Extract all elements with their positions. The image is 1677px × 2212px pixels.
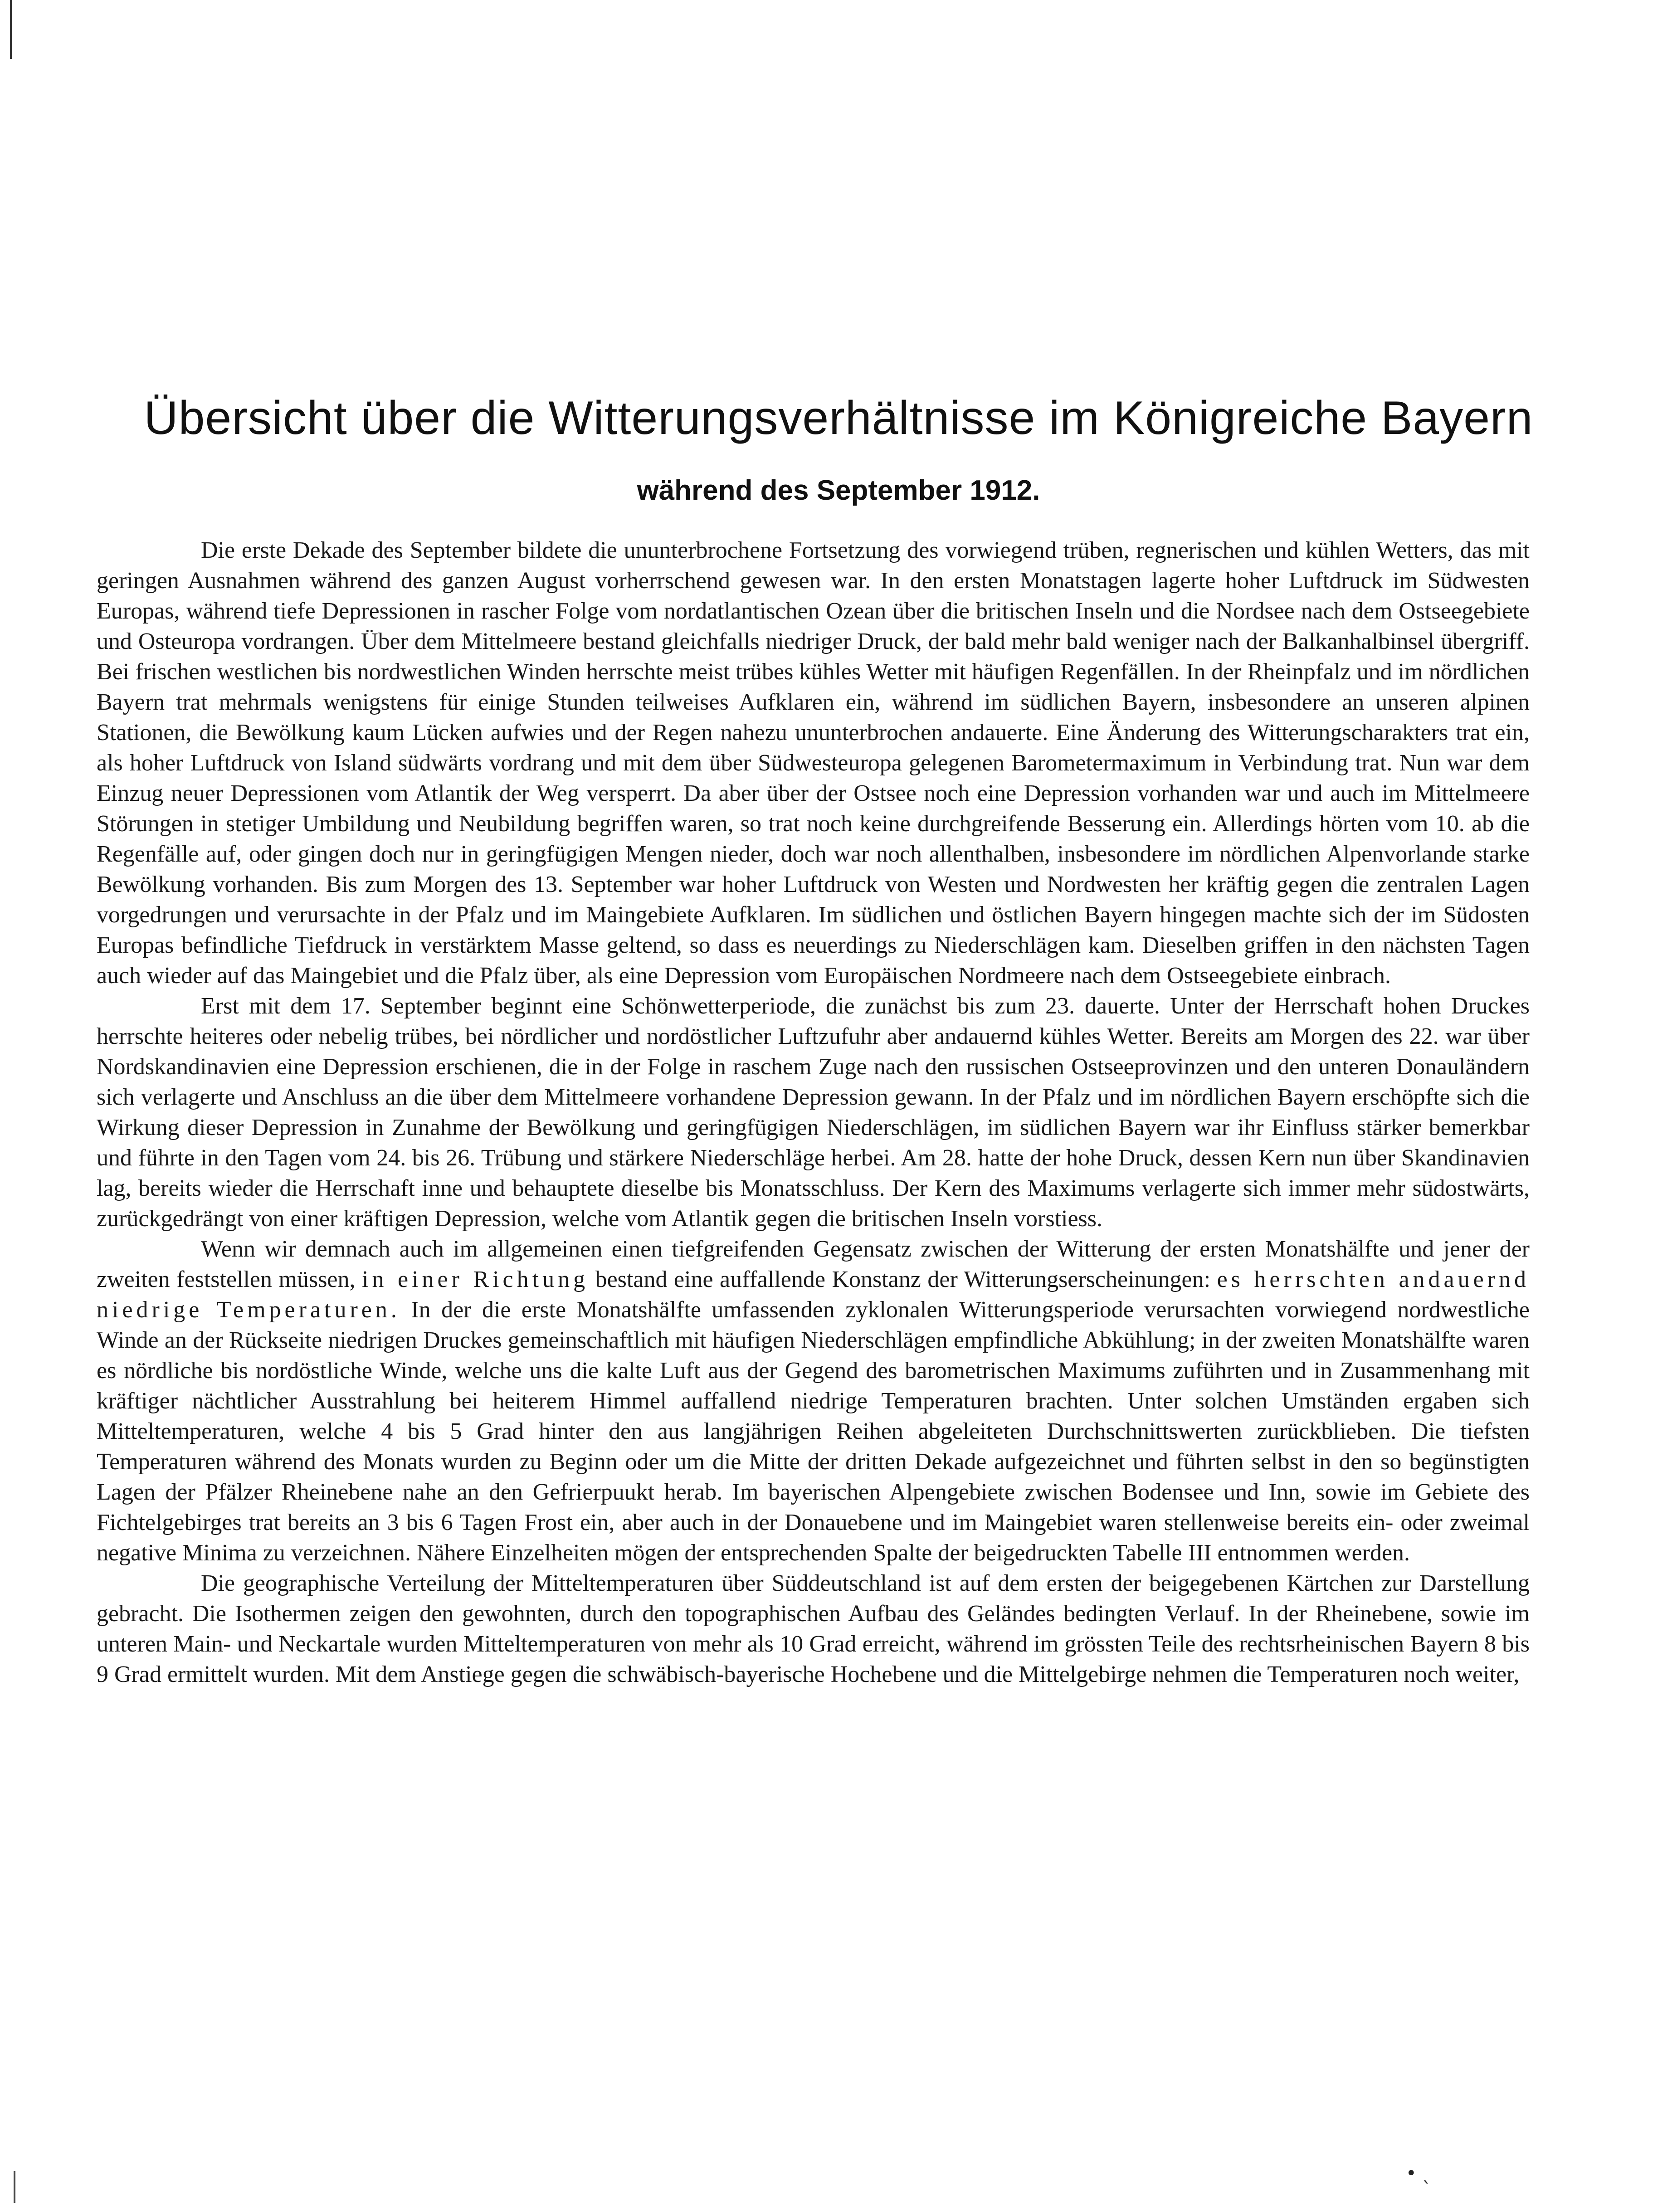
paragraph-3-tail: In der die erste Monatshälfte umfassenden zyklonalen Witterungsperiode verursachten vorwiegend nordwestliche Winde an der Rückseite niedrigen Druckes gemeinschaftlich mit häufigen Niederschlägen empfindliche Abkühlung; in der zweiten Monatshälfte waren es nördliche bis nordöstliche Winde, welche uns die kalte Luft aus der Gegend des barometrischen Maximums zuführten und in Zusammenhang mit kräftiger nächtlicher Ausstrahlung bei heiterem Himmel auffallend niedrige Temperaturen brachten. (97, 1297, 1530, 1414)
paragraph-3 (97, 1234, 1530, 1568)
paragraph-3-mid: bestand eine auffallende Konstanz der Witterungserscheinungen: (595, 1267, 1211, 1292)
article-body (97, 535, 1530, 1690)
page-title: Übersicht über die Witterungsverhältnisse im Königreiche Bayern (144, 392, 1533, 444)
paragraph-3-lead: Wenn wir demnach auch im allgemeinen einen tiefgreifenden Gegensatz zwischen der Witterung der ersten Monatshälfte und jener der zweiten feststellen müssen, (97, 1236, 1530, 1292)
print-specks: • ˎ (1406, 2163, 1432, 2184)
page-subtitle: während des September 1912. (637, 475, 1040, 506)
paragraph-1: Die erste Dekade des September bildete die ununterbrochene Fortsetzung des vorwiegend trüben, regnerischen und kühlen Wetters, das mit geringen Ausnahmen während des ganzen August vorherrschend gewesen war. In den ersten Monatstagen lagerte hoher Luftdruck im Südwesten Europas, während tiefe Depressionen in rascher Folge vom nordatlantischen Ozean über die britischen Inseln und die Nordsee nach dem Ostseegebiete und Osteuropa vordrangen. Über dem Mittelmeere bestand gleichfalls niedriger Druck, der bald mehr bald weniger nach der Balkanhalbinsel übergriff. Bei frischen westlichen bis nordwestlichen Winden herrschte meist trübes kühles Wetter mit häufigen Regenfällen. In der Rheinpfalz und im nördlichen Bayern trat mehrmals wenigstens für einige Stunden teilweises Aufklaren ein, während im südlichen Bayern, insbesondere an unseren alpinen Stationen, die Bewölkung kaum Lücken aufwies und der Regen nahezu ununterbrochen andauerte. Eine Änderung des Witterungscharakters trat ein, als hoher Luftdruck von Island südwärts vordrang und mit dem über Südwesteuropa gelegenen Barometermaximum in Verbindung trat. Nun war dem Einzug neuer Depressionen vom Atlantik der Weg versperrt. Da aber über der Ostsee noch eine Depression vorhanden war und auch im Mittelmeere Störungen in stetiger Umbildung und Neubildung begriffen waren, so trat noch keine durchgreifende Besserung ein. Allerdings hörten vom 10. ab die Regenfälle auf, oder gingen doch nur in geringfügigen Mengen nieder, doch war noch allenthalben, insbesondere im nördlichen Alpenvorlande starke Bewölkung vorhanden. Bis zum Morgen des 13. September war hoher Luftdruck von Westen und Nordwesten her kräftig gegen die zentralen Lagen vorgedrungen und verursachte in der Pfalz und im Maingebiete Aufklaren. Im südlichen und östlichen Bayern hingegen machte sich der im Südosten Europas befindliche Tiefdruck in verstärktem Masse geltend, so dass es neuerdings zu Niederschlägen kam. Dieselben griffen in den nächsten Tagen auch wieder auf das Maingebiet und die Pfalz über, als eine Depression vom Europäischen Nordmeere nach dem Ostseegebiete einbrach. (97, 537, 1530, 989)
paragraph-4: Die geographische Verteilung der Mitteltemperaturen über Süddeutschland ist auf dem ersten der beigegebenen Kärtchen zur Darstellung gebracht. Die Isothermen zeigen den gewohnten, durch den topographischen Aufbau des Geländes bedingten Verlauf. In der Rheinebene, sowie im unteren Main- und Neckartale wurden Mitteltemperaturen von mehr als 10 Grad erreicht, während im grössten Teile des rechtsrheinischen Bayern 8 bis 9 Grad ermittelt wurden. Mit dem Anstiege gegen die schwäbisch-bayerische Hochebene und die Mittelgebirge nehmen die Temperaturen noch weiter, (97, 1570, 1530, 1687)
paragraph-3-emphasis-2: es herrschten andauernd niedrige Temperaturen. (97, 1267, 1530, 1323)
paragraph-2: Erst mit dem 17. September beginnt eine Schönwetterperiode, die zunächst bis zum 23. dauerte. Unter der Herrschaft hohen Druckes herrschte heiteres oder nebelig trübes, bei nördlicher und nordöstlicher Luftzufuhr aber andauernd kühles Wetter. Bereits am Morgen des 22. war über Nordskandinavien eine Depression erschienen, die in der Folge in raschem Zuge nach den russischen Ostseeprovinzen und den unteren Donauländern sich verlagerte und Anschluss an die über dem Mittelmeere vorhandene Depression gewann. In der Pfalz und im nördlichen Bayern erschöpfte sich die Wirkung dieser Depression in Zunahme der Bewölkung und geringfügigen Niederschlägen, im südlichen Bayern war ihr Einfluss stärker bemerkbar und führte in den Tagen vom 24. bis 26. Trübung und stärkere Niederschläge herbei. Am 28. hatte der hohe Druck, dessen Kern nun über Skandinavien lag, bereits wieder die Herrschaft inne und behauptete dieselbe bis Monatsschluss. Der Kern des Maximums verlagerte sich immer mehr südostwärts, zurückgedrängt von einer kräftigen Depression, welche vom Atlantik gegen die britischen Inseln vorstiess. (97, 993, 1530, 1232)
paragraph-3-end: Unter solchen Umständen ergaben sich Mitteltemperaturen, welche 4 bis 5 Grad hinter den aus langjährigen Reihen abgeleiteten Durchschnittswerten zurückblieben. Die tiefsten Temperaturen während des Monats wurden zu Beginn oder um die Mitte der dritten Dekade aufgezeichnet und führten selbst in den so begünstigten Lagen der Pfälzer Rheinebene nahe an den Gefrierpuukt herab. Im bayerischen Alpengebiete zwischen Bodensee und Inn, sowie im Gebiete des Fichtelgebirges trat bereits an 3 bis 6 Tagen Frost ein, aber auch in der Donauebene und im Maingebiet waren stellenweise bereits ein- oder zweimal negative Minima zu verzeichnen. Nähere Einzelheiten mögen der entsprechenden Spalte der beigedruckten Tabelle III entnommen werden. (97, 1388, 1530, 1566)
paragraph-3-emphasis-1: in einer Richtung (362, 1267, 589, 1292)
margin-rule (10, 0, 12, 59)
bottom-margin-rule (14, 2171, 15, 2203)
